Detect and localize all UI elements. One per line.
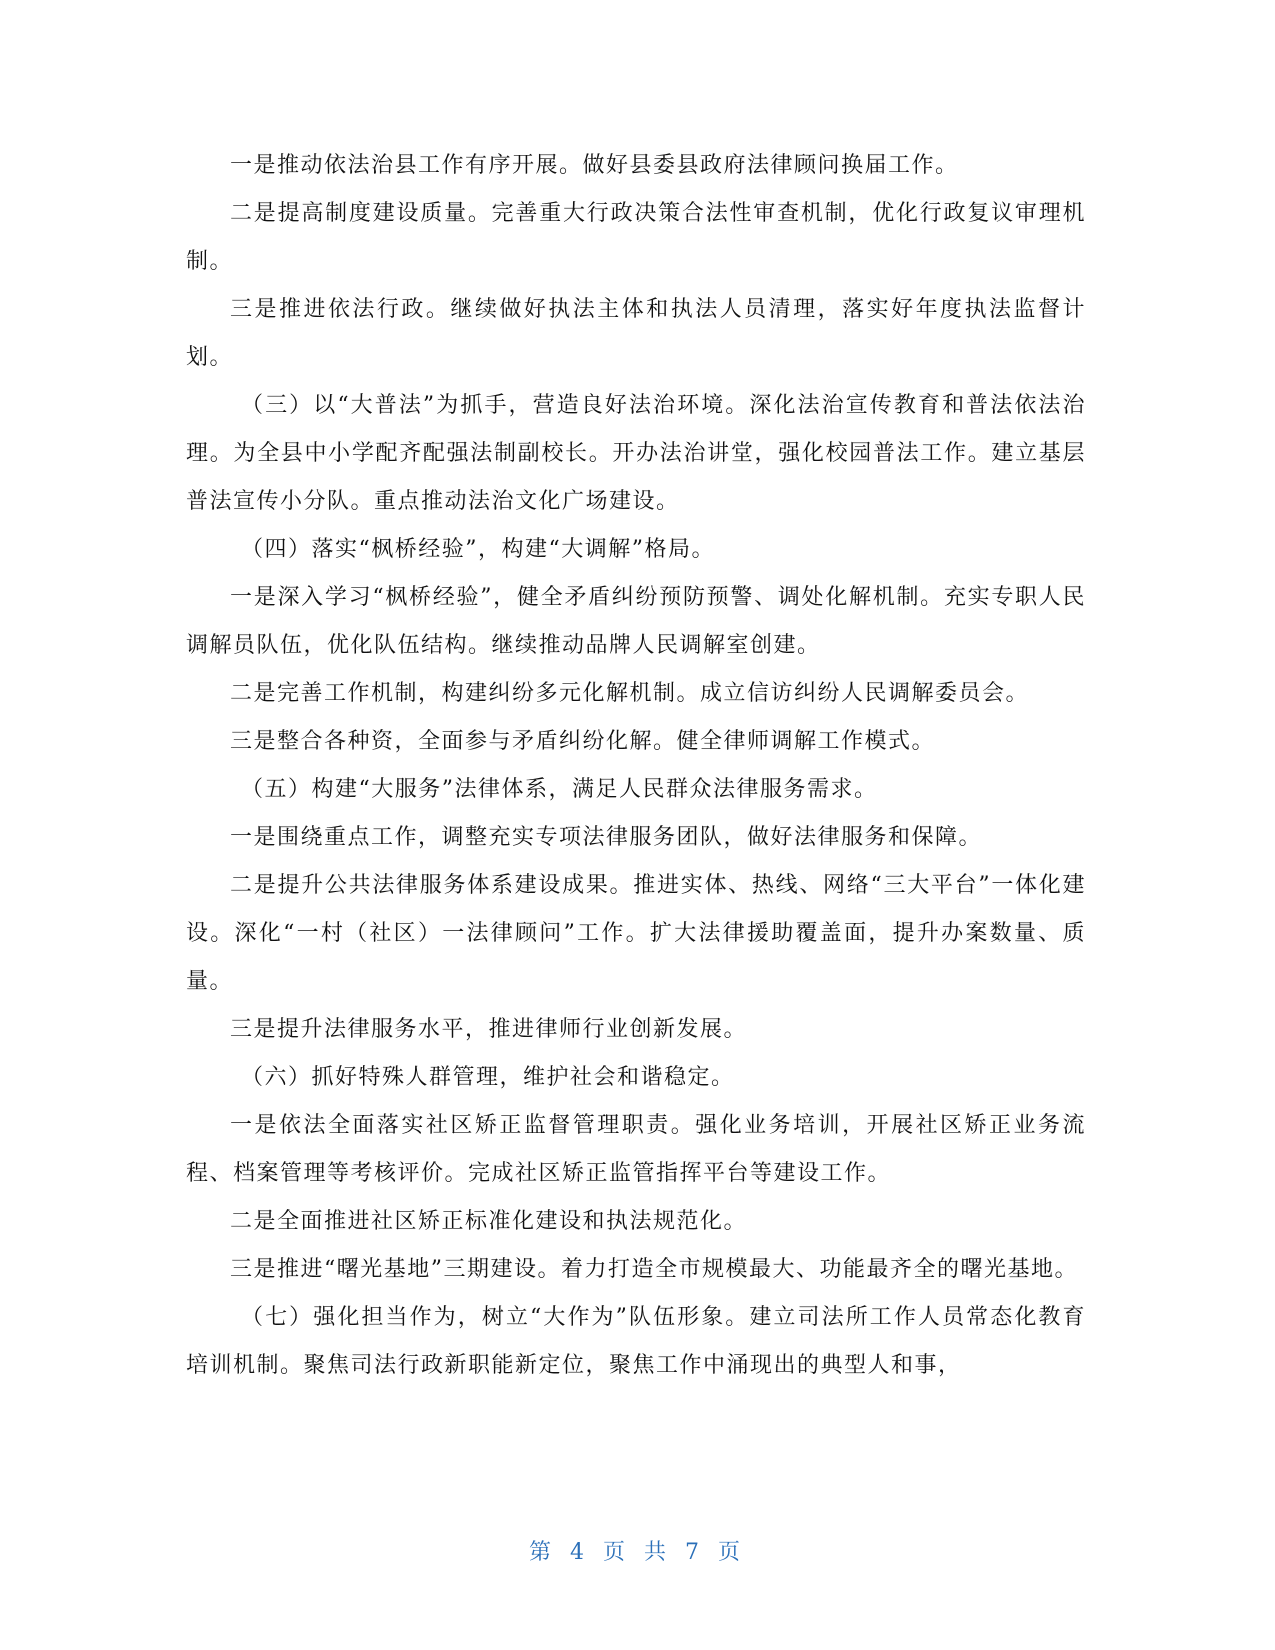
paragraph: 三是提升法律服务水平，推进律师行业创新发展。 — [230, 1017, 748, 1042]
section-heading: （六）抓好特殊人群管理，维护社会和谐稳定。 — [241, 1065, 735, 1090]
page-footer — [0, 1535, 1275, 1566]
document-body — [186, 142, 1086, 1390]
section-heading: （四）落实“枫桥经验”，构建“大调解”格局。 — [241, 537, 715, 562]
paragraph: 三是推进依法行政。继续做好执法主体和执法人员清理，落实好年度执法监督计划。 — [186, 297, 1086, 370]
paragraph: 三是推进“曙光基地”三期建设。着力打造全市规模最大、功能最齐全的曙光基地。 — [230, 1257, 1078, 1282]
paragraph: 一是依法全面落实社区矫正监督管理职责。强化业务培训，开展社区矫正业务流程、档案管理等考核评价。完成社区矫正监管指挥平台等建设工作。 — [186, 1113, 1086, 1186]
paragraph: 一是推动依法治县工作有序开展。做好县委县政府法律顾问换届工作。 — [230, 153, 959, 178]
paragraph: 二是提高制度建设质量。完善重大行政决策合法性审查机制，优化行政复议审理机制。 — [186, 201, 1086, 274]
section-paragraph: （三）以“大普法”为抓手，营造良好法治环境。深化法治宣传教育和普法依法治理。为全县中小学配齐配强法制副校长。开办法治讲堂，强化校园普法工作。建立基层普法宣传小分队。重点推动法治文化广场建设。 — [186, 393, 1086, 514]
paragraph: 一是围绕重点工作，调整充实专项法律服务团队，做好法律服务和保障。 — [230, 825, 983, 850]
section-heading: （五）构建“大服务”法律体系，满足人民群众法律服务需求。 — [241, 777, 878, 802]
paragraph: 二是全面推进社区矫正标准化建设和执法规范化。 — [230, 1209, 748, 1234]
section-paragraph: （七）强化担当作为，树立“大作为”队伍形象。建立司法所工作人员常态化教育培训机制。聚焦司法行政新职能新定位，聚焦工作中涌现出的典型人和事， — [186, 1305, 1086, 1378]
page-number: 第 4 页 共 7 页 — [529, 1540, 746, 1565]
paragraph: 二是完善工作机制，构建纠纷多元化解机制。成立信访纠纷人民调解委员会。 — [230, 681, 1030, 706]
paragraph: 二是提升公共法律服务体系建设成果。推进实体、热线、网络“三大平台”一体化建设。深化“一村（社区）一法律顾问”工作。扩大法律援助覆盖面，提升办案数量、质量。 — [186, 873, 1086, 994]
paragraph: 三是整合各种资，全面参与矛盾纠纷化解。健全律师调解工作模式。 — [230, 729, 936, 754]
paragraph: 一是深入学习“枫桥经验”，健全矛盾纠纷预防预警、调处化解机制。充实专职人民调解员队伍，优化队伍结构。继续推动品牌人民调解室创建。 — [186, 585, 1086, 658]
